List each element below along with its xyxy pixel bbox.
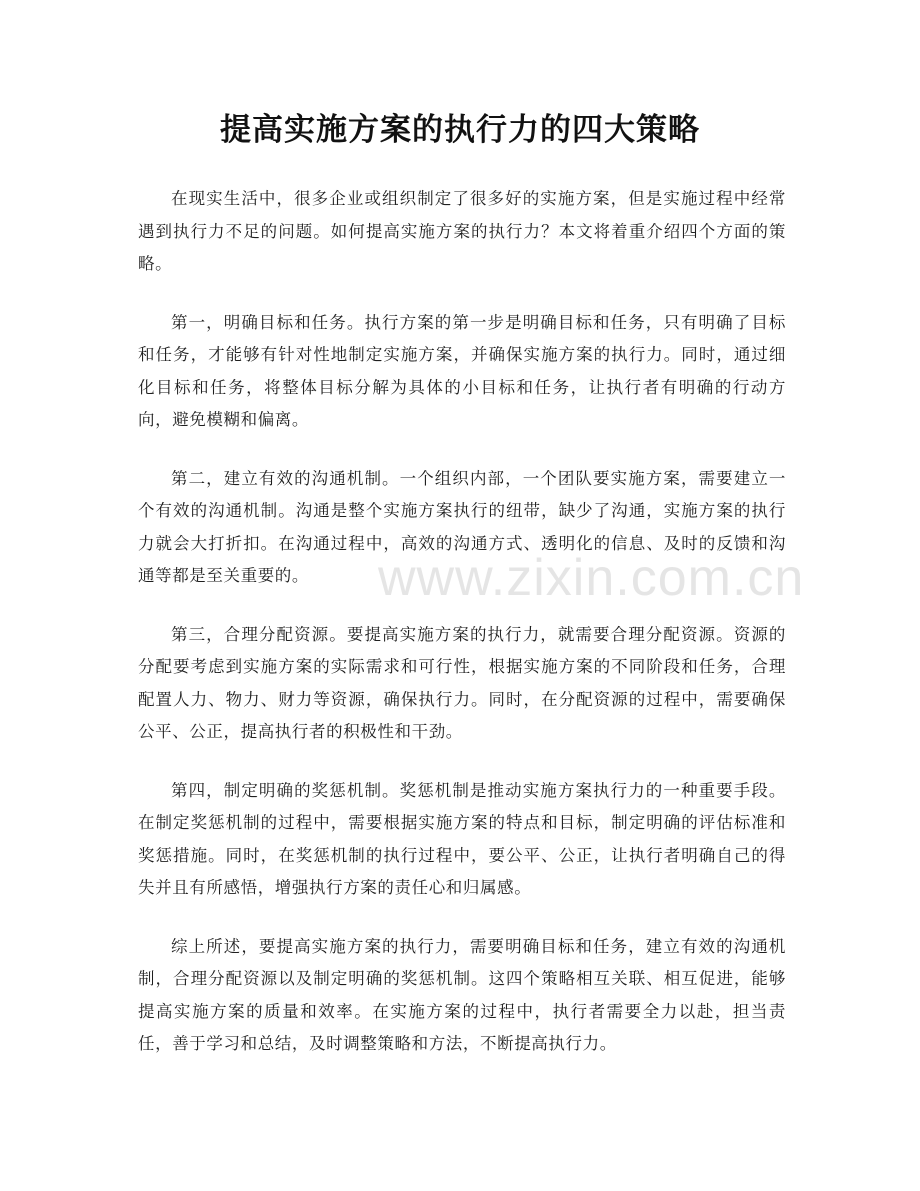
document-body [138, 183, 786, 1087]
watermark-text: www.zixin.com.cn [378, 549, 805, 607]
paragraph-strategy-4: 第四，制定明确的奖惩机制。奖惩机制是推动实施方案执行力的一种重要手段。在制定奖惩机制的过程中，需要根据实施方案的特点和目标，制定明确的评估标准和奖惩措施。同时，在奖惩机制的执行过程中，要公平、公正，让执行者明确自己的得失并且有所感悟，增强执行方案的责任心和归属感。 [138, 780, 786, 897]
paragraph-conclusion: 综上所述，要提高实施方案的执行力，需要明确目标和任务，建立有效的沟通机制，合理分配资源以及制定明确的奖惩机制。这四个策略相互关联、相互促进，能够提高实施方案的质量和效率。在实施方案的过程中，执行者需要全力以赴，担当责任，善于学习和总结，及时调整策略和方法，不断提高执行力。 [138, 936, 786, 1053]
paragraph-strategy-1: 第一，明确目标和任务。执行方案的第一步是明确目标和任务，只有明确了目标和任务，才能够有针对性地制定实施方案，并确保实施方案的执行力。同时，通过细化目标和任务，将整体目标分解为具体的小目标和任务，让执行者有明确的行动方向，避免模糊和偏离。 [138, 312, 786, 429]
paragraph-strategy-2: 第二，建立有效的沟通机制。一个组织内部，一个团队要实施方案，需要建立一个有效的沟通机制。沟通是整个实施方案执行的纽带，缺少了沟通，实施方案的执行力就会大打折扣。在沟通过程中，高效的沟通方式、透明化的信息、及时的反馈和沟通等都是至关重要的。 [138, 468, 786, 585]
paragraph-strategy-3: 第三，合理分配资源。要提高实施方案的执行力，就需要合理分配资源。资源的分配要考虑到实施方案的实际需求和可行性，根据实施方案的不同阶段和任务，合理配置人力、物力、财力等资源，确保执行力。同时，在分配资源的过程中，需要确保公平、公正，提高执行者的积极性和干劲。 [138, 624, 786, 741]
document-title: 提高实施方案的执行力的四大策略 [220, 112, 700, 148]
paragraph-intro: 在现实生活中，很多企业或组织制定了很多好的实施方案，但是实施过程中经常遇到执行力不足的问题。如何提高实施方案的执行力？本文将着重介绍四个方面的策略。 [138, 189, 786, 273]
